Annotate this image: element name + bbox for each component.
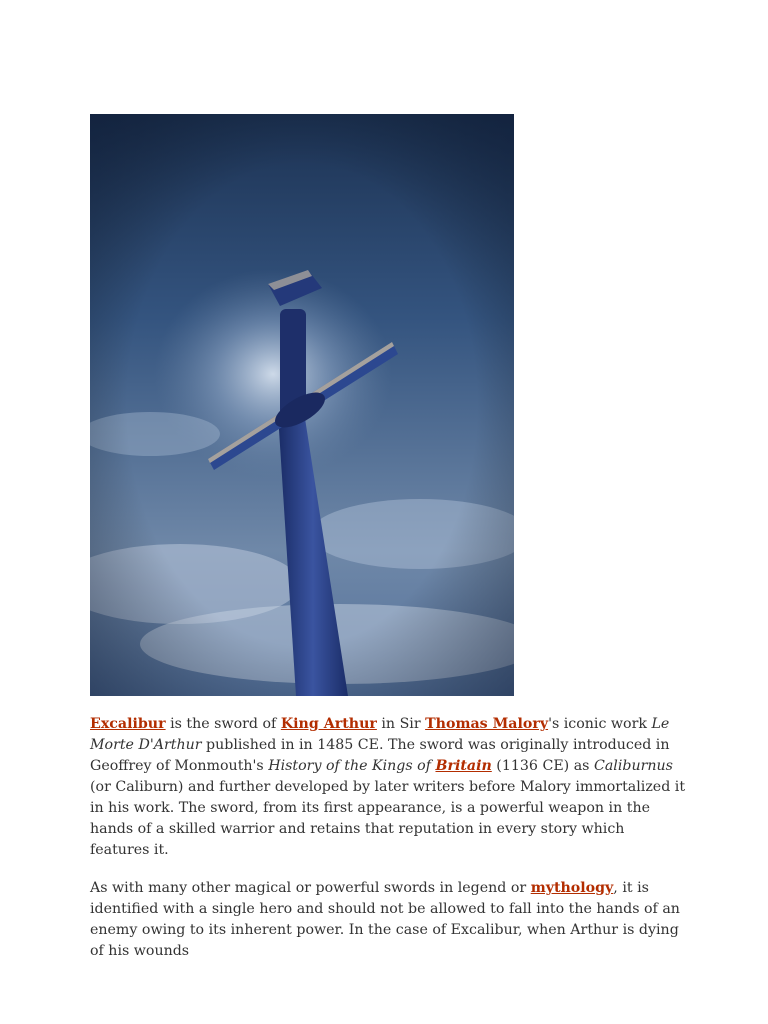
- title-le-morte-darthur: Le Morte D'Arthur: [90, 716, 670, 753]
- article-text: [90, 714, 686, 979]
- link-excalibur[interactable]: Excalibur: [90, 716, 166, 732]
- link-britain-label: Britain: [435, 758, 492, 774]
- text-span: (1136 CE) as: [491, 758, 594, 774]
- link-mythology[interactable]: mythology: [530, 880, 614, 896]
- paragraph-1: [90, 714, 686, 861]
- text-span: published in in 1485 CE. The sword was originally introduced in Geoffrey of Monmouth's: [90, 737, 670, 774]
- sword-image: [90, 114, 514, 696]
- text-span: As with many other magical or powerful swords in legend or: [90, 880, 531, 896]
- link-king-arthur[interactable]: King Arthur: [280, 716, 377, 732]
- text-span: in Sir: [376, 716, 426, 732]
- text-span: 's iconic work: [548, 716, 652, 732]
- excalibur-sword-photo: [90, 114, 514, 696]
- text-span: (or Caliburn) and further developed by later writers before Malory immortalized it in his work. The sword, from its first appearance, is a powerful weapon in the hands of a skilled warrior and retains that reputation in every story which features it.: [90, 779, 686, 858]
- name-caliburnus: Caliburnus: [593, 758, 673, 774]
- text-span: , it is identified with a single hero and should not be allowed to fall into the hands of an enemy owing to its inherent power. In the case of Excalibur, when Arthur is dying of his wounds: [90, 880, 680, 959]
- text-span: is the sword of: [165, 716, 281, 732]
- paragraph-2: [90, 878, 686, 962]
- link-thomas-malory[interactable]: Thomas Malory: [425, 716, 549, 732]
- link-britain[interactable]: [435, 758, 491, 774]
- title-history-of-the-kings: History of the Kings of: [268, 758, 436, 774]
